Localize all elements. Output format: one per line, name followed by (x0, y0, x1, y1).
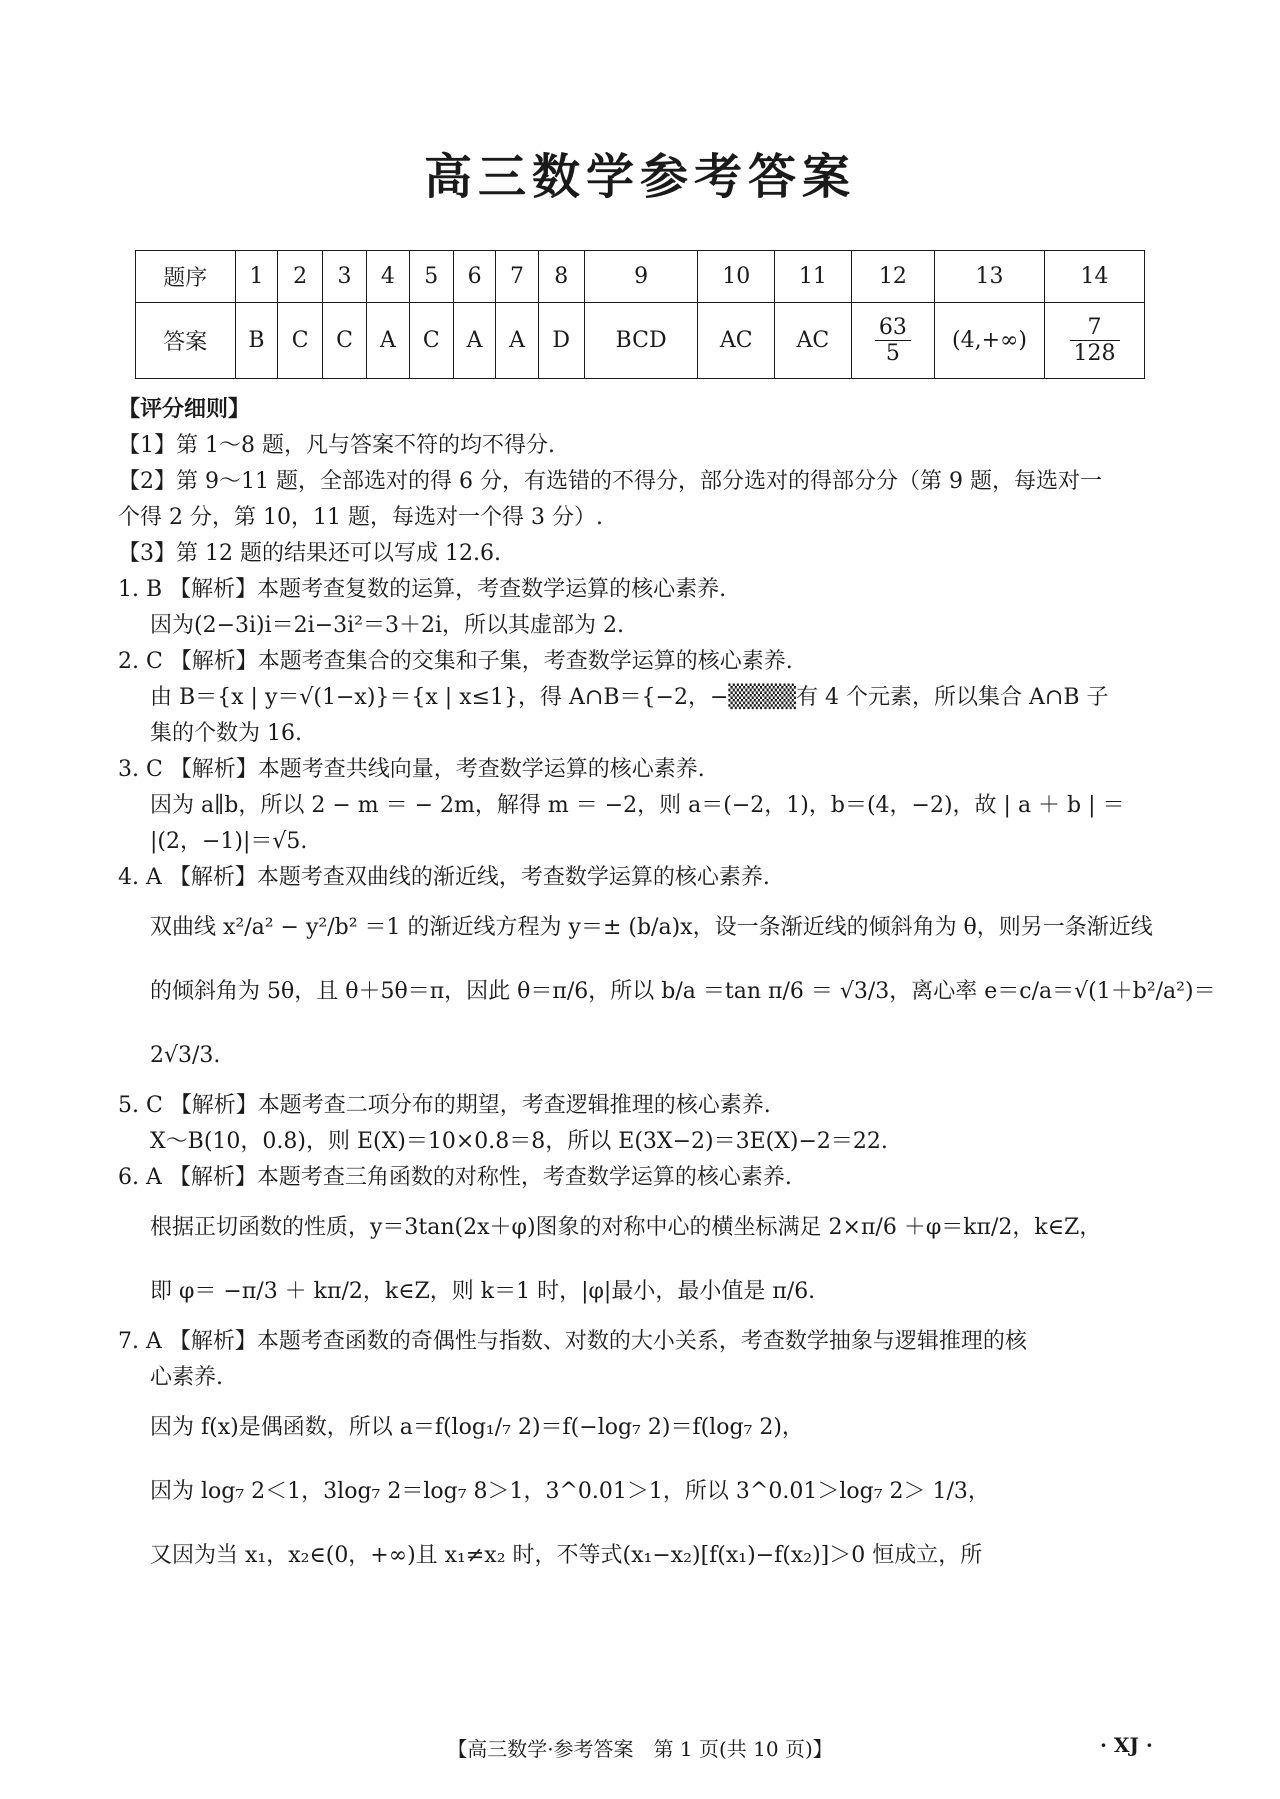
num-cell: 11 (775, 251, 852, 303)
num-cell: 3 (322, 251, 366, 303)
q4-text: 的倾斜角为 5θ，且 θ＋5θ＝π，因此 θ＝π/6，所以 b/a ＝tan π/6 ＝ √3/3，离心率 e＝c/a＝√(1＋b²/a²)＝ (150, 979, 1216, 1004)
num-cell: 10 (698, 251, 775, 303)
page-title: 高三数学参考答案 (423, 149, 856, 205)
num-cell: 4 (367, 251, 409, 303)
table-row-numbers (136, 251, 1145, 303)
answer-cell: C (278, 303, 322, 379)
answer-cell: A (453, 303, 495, 379)
q4-head: 4. A 【解析】本题考查双曲线的渐近线，考查数学运算的核心素养. (118, 865, 770, 890)
scoring-rule: 个得 2 分，第 10，11 题，每选对一个得 3 分）. (118, 505, 603, 530)
answer-cell: (4,+∞) (935, 303, 1045, 379)
answer-cell: C (322, 303, 366, 379)
q5-head: 5. C 【解析】本题考查二项分布的期望，考查逻辑推理的核心素养. (118, 1093, 771, 1118)
header-label: 题序 (136, 251, 236, 303)
q7-text: 又因为当 x₁，x₂∈(0，+∞)且 x₁≠x₂ 时，不等式(x₁−x₂)[f(x₁)−f(x₂)]＞0 恒成立，所 (150, 1543, 983, 1568)
answer-cell: B (235, 303, 278, 379)
q1-head: 1. B 【解析】本题考查复数的运算，考查数学运算的核心素养. (118, 577, 727, 602)
num-cell: 14 (1045, 251, 1145, 303)
answer-cell: A (367, 303, 409, 379)
table-row-answers (136, 303, 1145, 379)
num-cell: 13 (935, 251, 1045, 303)
frac12-num: 63 (875, 315, 911, 341)
answer-cell-12 (851, 303, 934, 379)
num-cell: 12 (851, 251, 934, 303)
answer-cell: C (409, 303, 453, 379)
scoring-rule: 【1】第 1～8 题，凡与答案不符的均不得分. (118, 433, 555, 458)
scoring-heading: 【评分细则】 (118, 397, 251, 422)
frac12-den: 5 (885, 341, 900, 366)
num-cell: 5 (409, 251, 453, 303)
q3-head: 3. C 【解析】本题考查共线向量，考查数学运算的核心素养. (118, 757, 705, 782)
q2-head: 2. C 【解析】本题考查集合的交集和子集，考查数学运算的核心素养. (118, 649, 793, 674)
frac14-num: 7 (1070, 315, 1120, 341)
footer-tag: · XJ · (1100, 1733, 1153, 1757)
q7-head: 7. A 【解析】本题考查函数的奇偶性与指数、对数的大小关系，考查数学抽象与逻辑推理的核 (118, 1329, 1027, 1354)
num-cell: 7 (496, 251, 538, 303)
answer-label: 答案 (136, 303, 236, 379)
scoring-rule: 【3】第 12 题的结果还可以写成 12.6. (118, 541, 501, 566)
num-cell: 9 (584, 251, 698, 303)
page-footer: 【高三数学·参考答案 第 1 页(共 10 页)】 (447, 1737, 833, 1761)
q2-text: 集的个数为 16. (150, 721, 302, 746)
q6-head: 6. A 【解析】本题考查三角函数的对称性，考查数学运算的核心素养. (118, 1165, 792, 1190)
q6-text: 即 φ＝ −π/3 ＋ kπ/2，k∈Z，则 k＝1 时，|φ|最小，最小值是 π/6. (150, 1279, 816, 1304)
answer-cell: AC (775, 303, 852, 379)
answer-cell: D (538, 303, 584, 379)
q1-text: 因为(2−3i)i＝2i−3i²＝3＋2i，所以其虚部为 2. (150, 613, 624, 638)
answer-cell-14 (1045, 303, 1145, 379)
num-cell: 2 (278, 251, 322, 303)
answer-cell: AC (698, 303, 775, 379)
scoring-rule: 【2】第 9～11 题，全部选对的得 6 分，有选错的不得分，部分选对的得部分分（第 9 题，每选对一 (118, 469, 1102, 494)
q3-text: |(2，−1)|＝√5. (150, 829, 308, 854)
q2-text: 由 B＝{x | y＝√(1−x)}＝{x | x≤1}，得 A∩B＝{−2，−▒▒▒▒有 4 个元素，所以集合 A∩B 子 (150, 685, 1109, 710)
q7-text: 因为 log₇ 2＜1，3log₇ 2＝log₇ 8＞1，3^0.01＞1，所以 3^0.01＞log₇ 2＞ 1/3， (150, 1479, 990, 1504)
q4-text: 2√3/3. (150, 1043, 221, 1068)
frac14-den: 128 (1073, 341, 1116, 366)
answer-explanations (118, 392, 1216, 1588)
answer-cell: A (496, 303, 538, 379)
answer-table (135, 250, 1145, 379)
answer-cell: BCD (584, 303, 698, 379)
q7-head-cont: 心素养. (150, 1365, 223, 1390)
q3-text: 因为 a∥b，所以 2 − m ＝ − 2m，解得 m ＝ −2，则 a＝(−2，1)，b＝(4，−2)，故 | a ＋ b | ＝ (150, 793, 1125, 818)
q4-text: 双曲线 x²/a² − y²/b² ＝1 的渐近线方程为 y＝± (b/a)x，设一条渐近线的倾斜角为 θ，则另一条渐近线 (150, 915, 1153, 940)
q7-text: 因为 f(x)是偶函数，所以 a＝f(log₁/₇ 2)＝f(−log₇ 2)＝f(log₇ 2)， (150, 1415, 804, 1440)
num-cell: 8 (538, 251, 584, 303)
q5-text: X～B(10，0.8)，则 E(X)＝10×0.8＝8，所以 E(3X−2)＝3E(X)−2＝22. (150, 1129, 888, 1154)
num-cell: 6 (453, 251, 495, 303)
num-cell: 1 (235, 251, 278, 303)
q6-text: 根据正切函数的性质，y＝3tan(2x＋φ)图象的对称中心的横坐标满足 2×π/6 ＋φ＝kπ/2，k∈Z， (150, 1215, 1102, 1240)
